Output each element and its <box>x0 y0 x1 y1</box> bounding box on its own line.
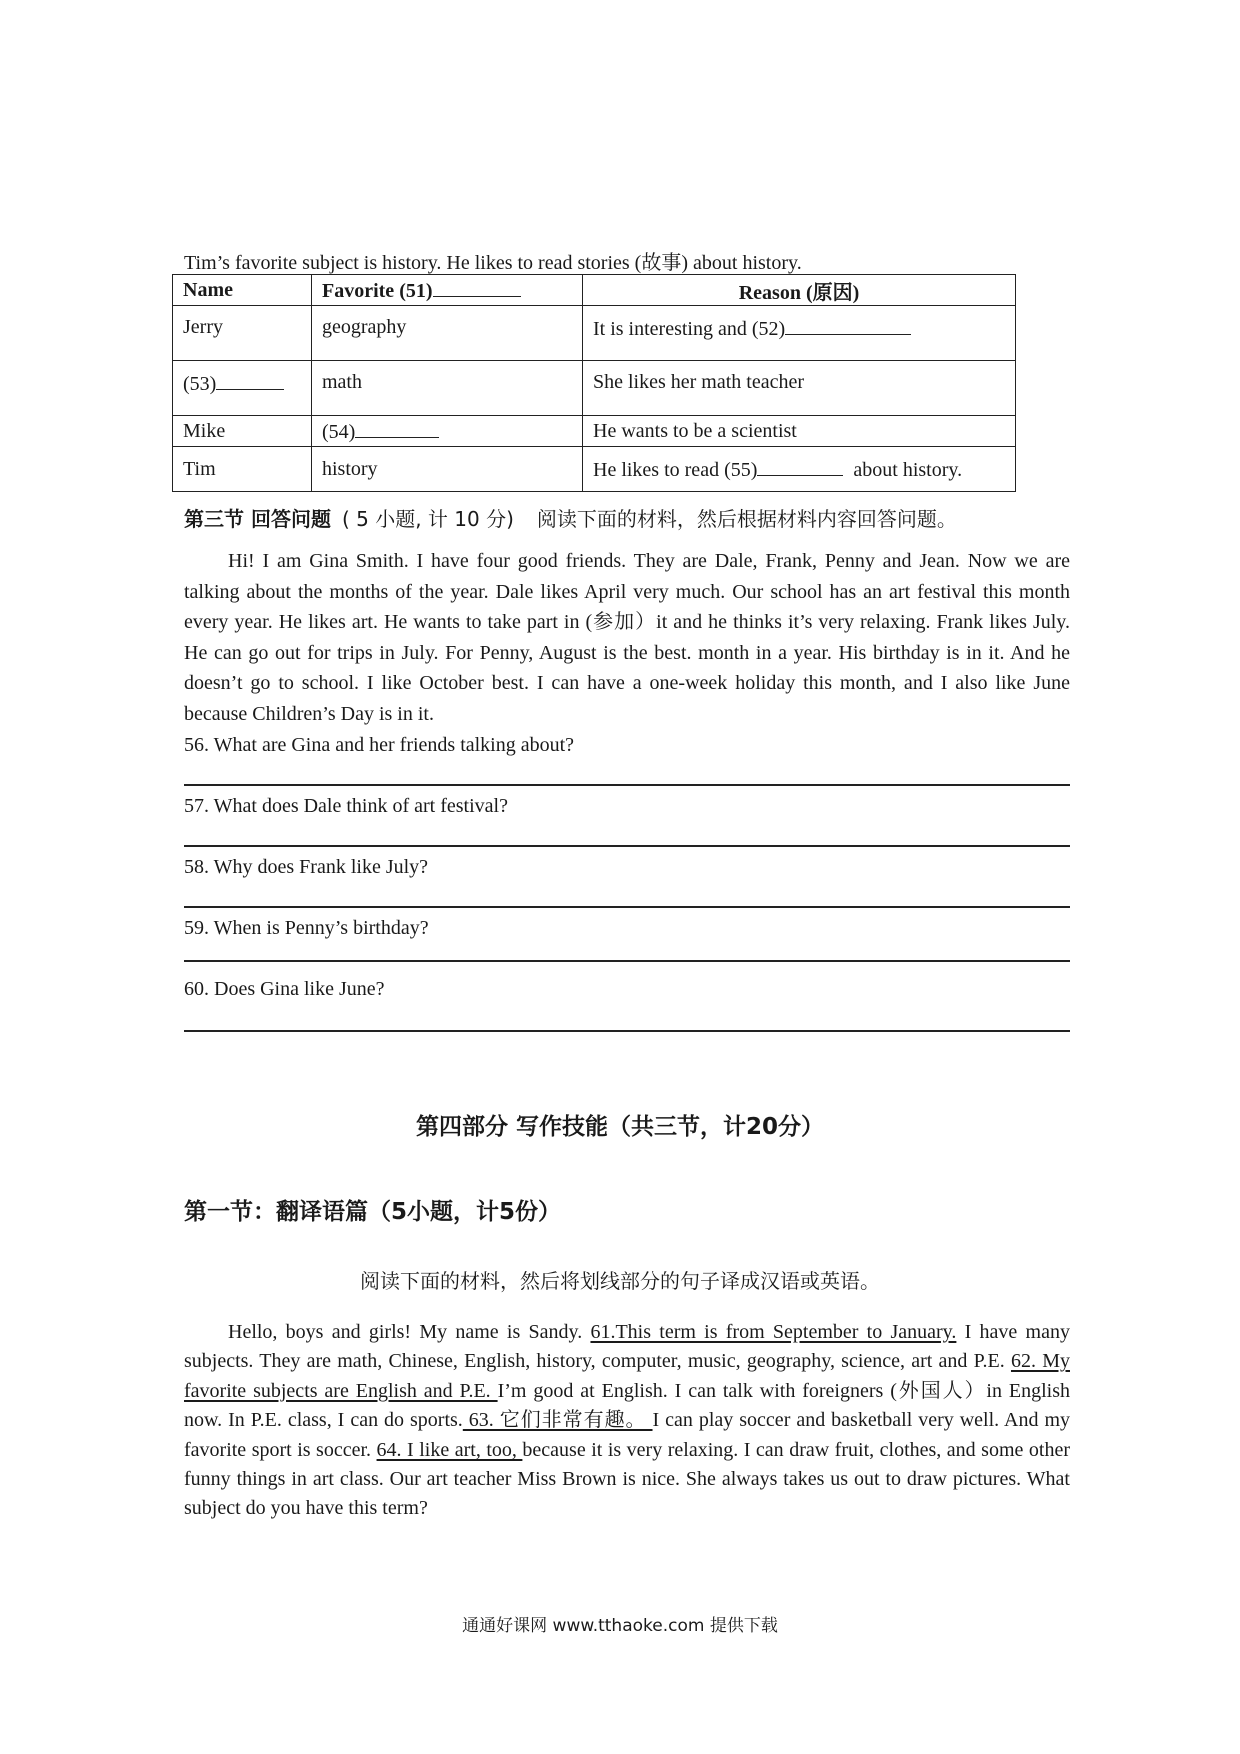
translation-passage <box>184 1318 1070 1524</box>
question-60: 60. Does Gina like June? <box>184 978 385 1000</box>
header-name: Name <box>173 275 312 306</box>
section1-title: 第一节：翻译语篇（5小题，计5份） <box>184 1199 562 1225</box>
cell-reason-text: He likes to read (55) <box>593 458 758 481</box>
cell-favorite-text: (54) <box>322 420 356 443</box>
cell-reason: She likes her math teacher <box>583 361 1016 416</box>
cell-name: Tim <box>173 447 312 492</box>
answer-line-56[interactable] <box>184 784 1070 786</box>
favorite-subject-table <box>172 274 1016 492</box>
reading-passage <box>184 546 1070 729</box>
translation-passage-text <box>184 1318 1070 1524</box>
cell-favorite: geography <box>312 306 583 361</box>
blank-52[interactable] <box>785 316 911 335</box>
cell-name <box>173 361 312 416</box>
cell-reason <box>583 306 1016 361</box>
cell-reason: He wants to be a scientist <box>583 416 1016 447</box>
underlined-sentence-62: 62. My favorite subjects are English and P.E. <box>184 1350 1070 1402</box>
cell-favorite: history <box>312 447 583 492</box>
cell-reason-text-end: about history. <box>853 458 963 481</box>
section3-title: 第三节 回答问题 <box>184 507 331 531</box>
cell-name: Mike <box>173 416 312 447</box>
section3-heading <box>184 503 957 532</box>
question-58: 58. Why does Frank like July? <box>184 856 429 878</box>
blank-55[interactable] <box>757 457 843 476</box>
answer-line-60[interactable] <box>184 1030 1070 1032</box>
passage2-text-5: because it is very relaxing. I can draw fruit, clothes, and some other funny things in art class. Our art teacher Miss Brown is nice. She always takes us out to draw pictures. What subject do you have this term? <box>184 1438 1070 1520</box>
table-row <box>173 447 1016 492</box>
question-57: 57. What does Dale think of art festival? <box>184 795 508 817</box>
underlined-sentence-64: 64. I like art, too, <box>376 1438 523 1461</box>
translation-instruction: 阅读下面的材料，然后将划线部分的句子译成汉语或英语。 <box>360 1269 880 1293</box>
part4-title: 第四部分 写作技能（共三节，计20分） <box>415 1114 824 1140</box>
cell-name-text: (53) <box>183 373 217 395</box>
section3-score: ( 5 小题, 计 10 分) <box>341 507 514 531</box>
footer-credit: 通通好课网 www.tthaoke.com 提供下载 <box>462 1616 778 1636</box>
header-reason: Reason (原因) <box>583 275 1016 306</box>
answer-line-59[interactable] <box>184 960 1070 962</box>
section3-instruction: 阅读下面的材料，然后根据材料内容回答问题。 <box>536 507 957 531</box>
question-56: 56. What are Gina and her friends talking about? <box>184 734 575 756</box>
underlined-sentence-61: 61.This term is from September to January. <box>590 1321 957 1343</box>
table-row <box>173 361 1016 416</box>
question-59: 59. When is Penny’s birthday? <box>184 917 429 939</box>
passage2-text-4: I can play soccer and basketball very well. And my favorite sport is soccer. <box>184 1409 1071 1461</box>
cell-name: Jerry <box>173 306 312 361</box>
table-row <box>173 416 1016 447</box>
table-header-row <box>173 275 1016 306</box>
underlined-sentence-63: 63. 它们非常有趣。 <box>462 1409 653 1432</box>
blank-51[interactable] <box>433 278 521 297</box>
cell-reason-text: It is interesting and (52) <box>593 318 786 340</box>
intro-line: Tim’s favorite subject is history. He likes to read stories (故事) about history. <box>184 252 802 274</box>
answer-line-57[interactable] <box>184 845 1070 847</box>
blank-53[interactable] <box>216 371 284 390</box>
blank-54[interactable] <box>355 419 439 438</box>
passage2-text-2: I have many subjects. They are math, Chinese, English, history, computer, music, geography, science, art and P.E. <box>184 1321 1070 1373</box>
passage-text: Hi! I am Gina Smith. I have four good friends. They are Dale, Frank, Penny and Jean. Now we are talking about the months of the year. Dale likes April very much. Our school has an art festival this month every year. He likes art. He wants to take part in (参加）it and he thinks it’s very relaxing. Frank likes July. He can go out for trips in July. For Penny, August is the best. month in a year. His birthday is in it. And he doesn’t go to school. I like October best. I can have a one-week holiday this month, and I also like June because Children’s Day is in it. <box>184 550 1070 725</box>
table-row <box>173 306 1016 361</box>
header-favorite <box>312 275 583 306</box>
cell-favorite: math <box>312 361 583 416</box>
answer-line-58[interactable] <box>184 906 1070 908</box>
passage2-text-3: I’m good at English. I can talk with foreigners (外国人）in English now. In P.E. class, I can do sports. <box>184 1379 1070 1432</box>
cell-favorite <box>312 416 583 447</box>
cell-reason <box>583 447 1016 492</box>
header-favorite-label: Favorite (51) <box>322 279 433 302</box>
passage2-text-1: Hello, boys and girls! My name is Sandy. <box>228 1321 591 1343</box>
